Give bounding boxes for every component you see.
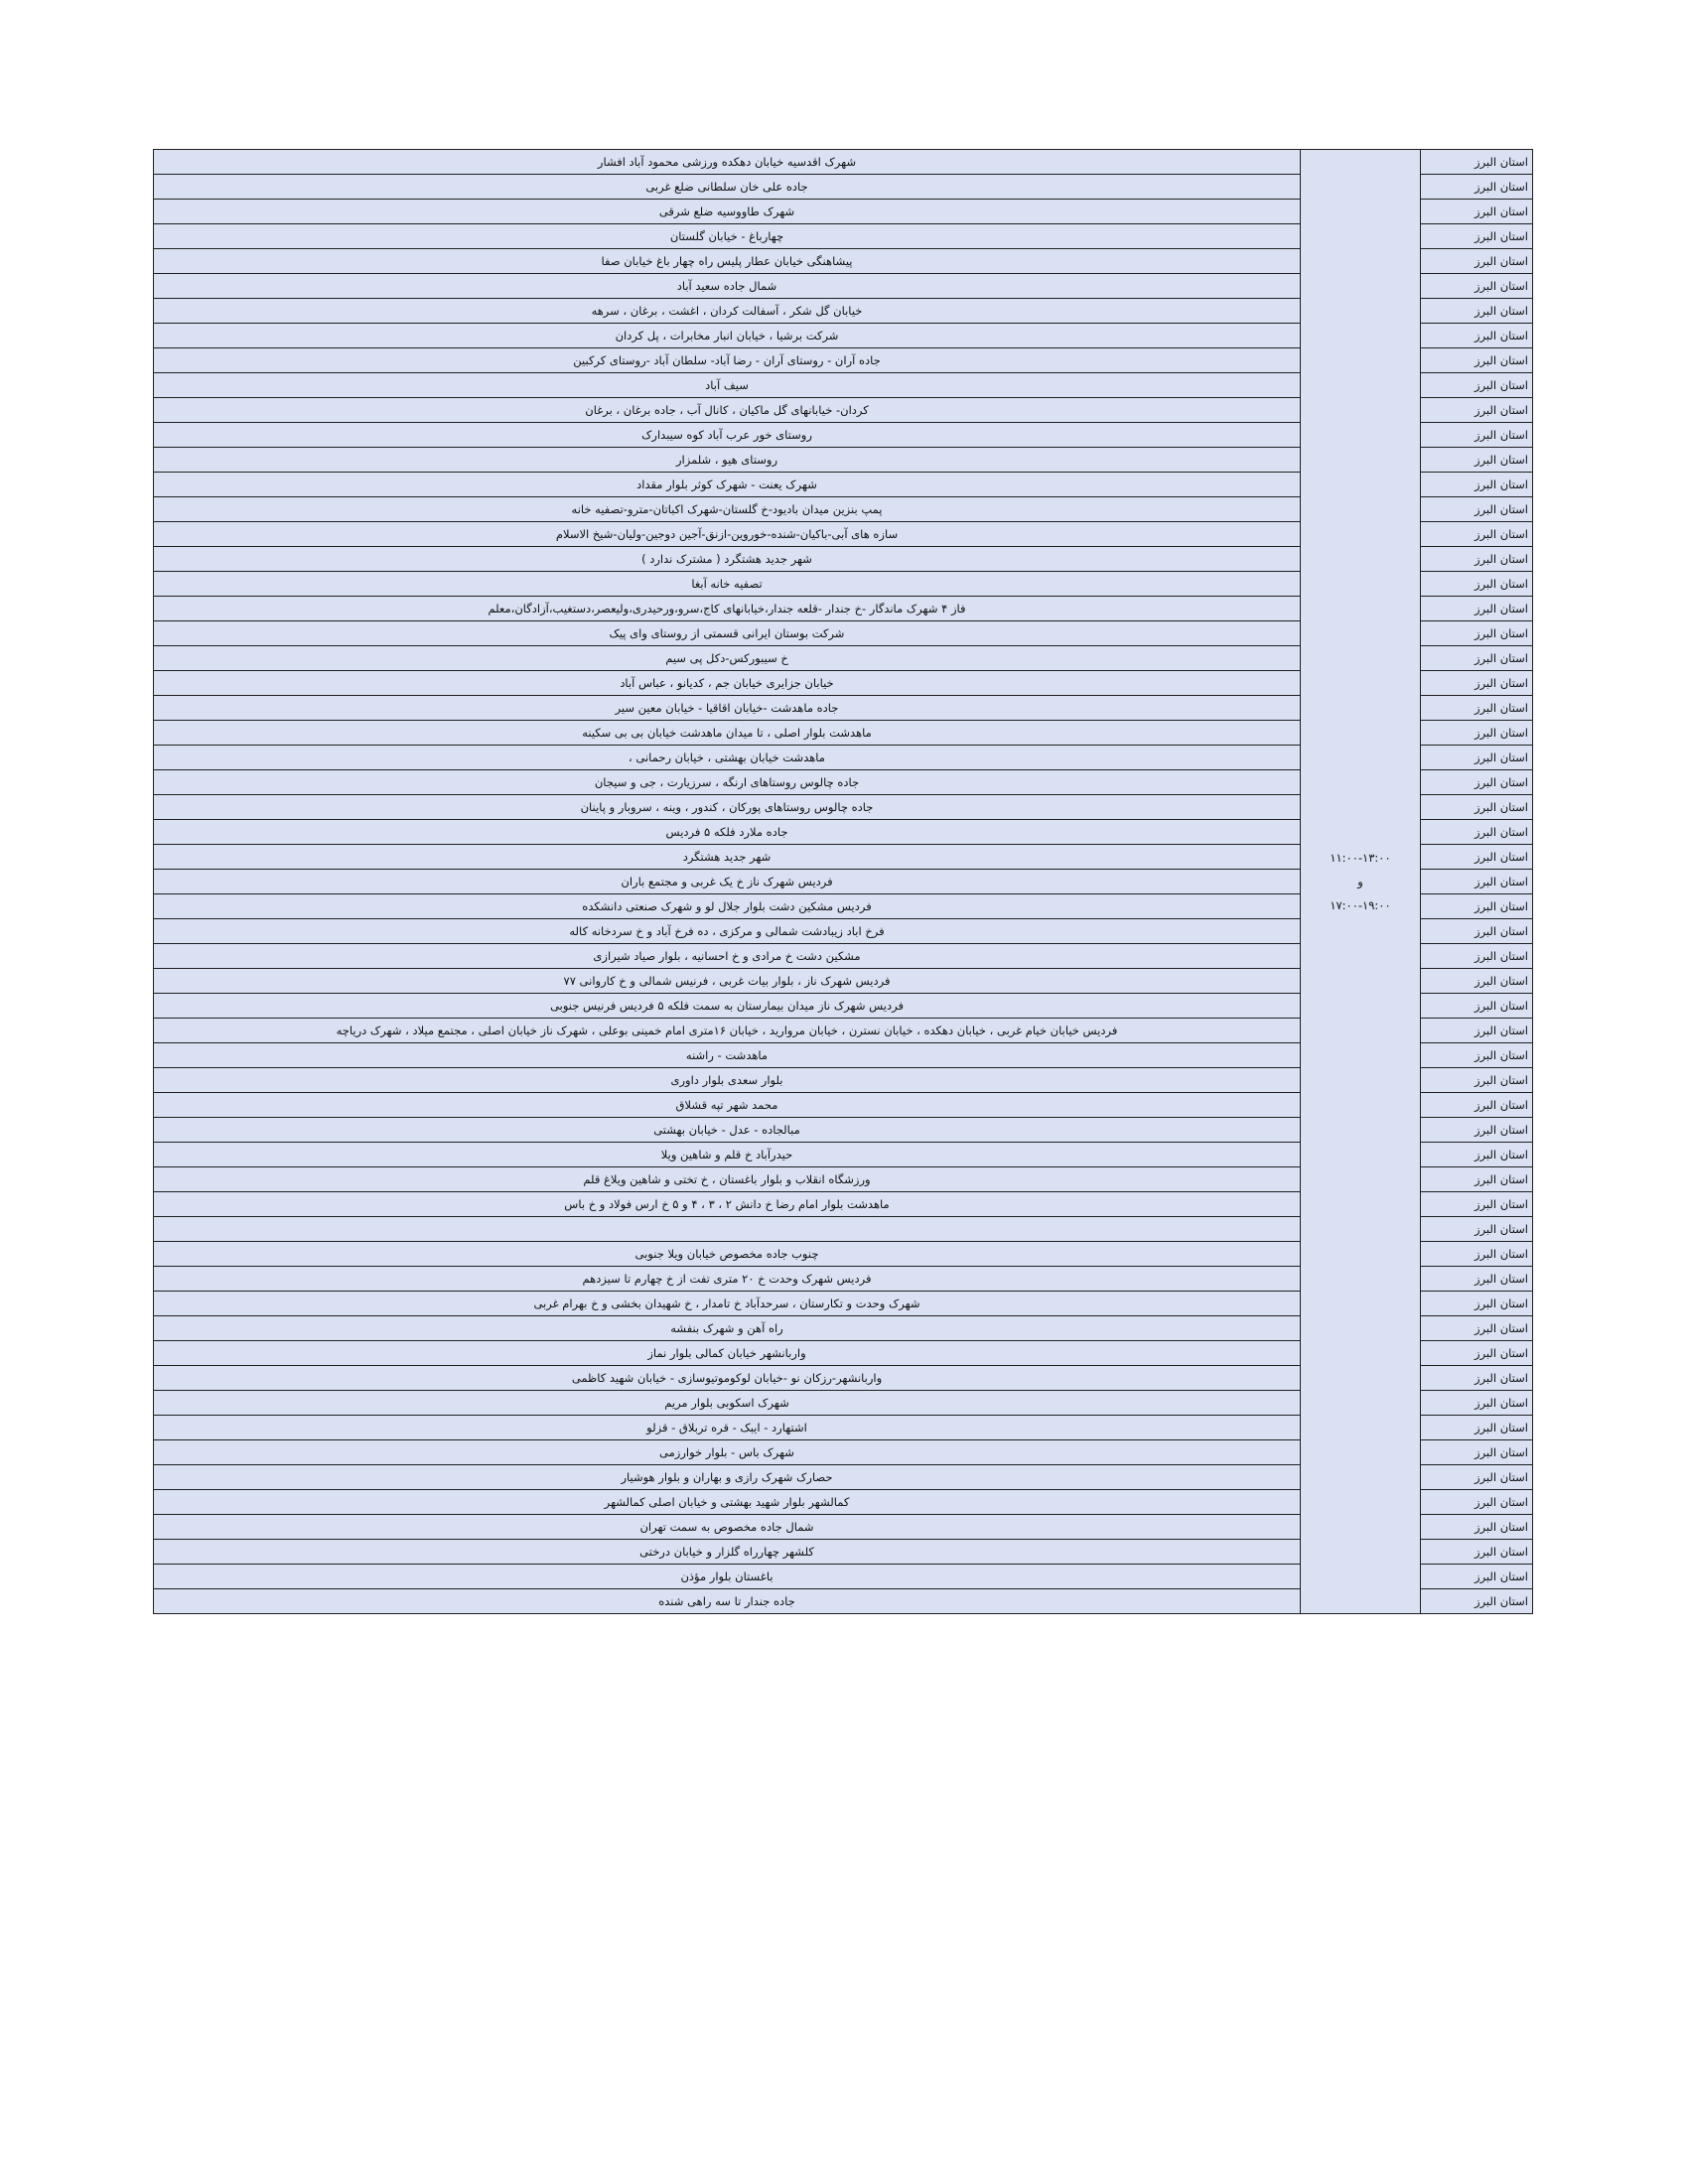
area-cell: مشکین دشت خ مرادی و خ احسانیه ، بلوار صیاد شیرازی [154, 944, 1301, 969]
province-cell: استان البرز [1421, 1068, 1533, 1093]
province-cell: استان البرز [1421, 1341, 1533, 1366]
province-cell: استان البرز [1421, 448, 1533, 473]
province-cell: استان البرز [1421, 1490, 1533, 1515]
province-cell: استان البرز [1421, 994, 1533, 1019]
province-cell: استان البرز [1421, 1167, 1533, 1192]
area-cell: ماهدشت خیابان بهشتی ، خیابان رحمانی ، [154, 746, 1301, 770]
area-cell: خیابان جزایری خیابان جم ، کدیانو ، عباس آباد [154, 671, 1301, 696]
time-slot-line3: ۱۷:۰۰-۱۹:۰۰ [1330, 898, 1391, 912]
province-cell: استان البرز [1421, 870, 1533, 894]
province-cell: استان البرز [1421, 373, 1533, 398]
area-cell: مبالجاده - عدل - خیابان بهشتی [154, 1118, 1301, 1143]
area-cell: شهرک اسکوبی بلوار مریم [154, 1391, 1301, 1416]
area-cell: ورزشگاه انقلاب و بلوار باغستان ، خ تختی و شاهین ویلاغ قلم [154, 1167, 1301, 1192]
area-cell: شمال جاده مخصوص به سمت تهران [154, 1515, 1301, 1540]
area-cell: ماهدشت - راشنه [154, 1043, 1301, 1068]
province-cell: استان البرز [1421, 497, 1533, 522]
province-cell: استان البرز [1421, 175, 1533, 200]
province-cell: استان البرز [1421, 473, 1533, 497]
table-row [154, 150, 1533, 175]
table-body [154, 150, 1533, 1614]
area-cell: باغستان بلوار مؤذن [154, 1565, 1301, 1589]
province-cell: استان البرز [1421, 348, 1533, 373]
province-cell: استان البرز [1421, 795, 1533, 820]
province-cell: استان البرز [1421, 1093, 1533, 1118]
area-cell: شرکت برشیا ، خیابان انبار مخابرات ، پل کردان [154, 324, 1301, 348]
province-cell: استان البرز [1421, 522, 1533, 547]
area-cell: حیدرآباد خ قلم و شاهین ویلا [154, 1143, 1301, 1167]
area-cell: فردیس شهرک ناز ، بلوار بیات غربی ، فرنیس شمالی و خ کاروانی ۷۷ [154, 969, 1301, 994]
province-cell: استان البرز [1421, 1118, 1533, 1143]
area-cell: فردیس شهرک ناز خ یک غربی و مجتمع باران [154, 870, 1301, 894]
province-cell: استان البرز [1421, 1565, 1533, 1589]
area-cell: محمد شهر تپه قشلاق [154, 1093, 1301, 1118]
province-cell: استان البرز [1421, 746, 1533, 770]
province-cell: استان البرز [1421, 646, 1533, 671]
area-cell: کمالشهر بلوار شهید بهشتی و خیابان اصلی کمالشهر [154, 1490, 1301, 1515]
province-cell: استان البرز [1421, 621, 1533, 646]
area-cell: شهر جدید هشتگرد ( مشترک ندارد ) [154, 547, 1301, 572]
province-cell: استان البرز [1421, 1143, 1533, 1167]
area-cell: فردیس مشکین دشت بلوار جلال لو و شهرک صنعتی دانشکده [154, 894, 1301, 919]
province-cell: استان البرز [1421, 572, 1533, 597]
area-cell: فردیس خیابان خیام غربی ، خیابان دهکده ، خیابان نسترن ، خیابان مروارید ، خیابان ۱۶متری امام خمینی بوعلی ، شهرک ناز خیابان اصلی ، مجتمع میلاد ، شهرک دریاچه [154, 1019, 1301, 1043]
area-cell: روستای هیو ، شلمزار [154, 448, 1301, 473]
area-cell: چهارباغ - خیابان گلستان [154, 224, 1301, 249]
province-cell: استان البرز [1421, 398, 1533, 423]
area-cell: واربانشهر-رزکان نو -خیابان لوکوموتیوسازی - خیابان شهید کاظمی [154, 1366, 1301, 1391]
area-cell: خیابان گل شکر ، آسفالت کردان ، اغشت ، برغان ، سرهه [154, 299, 1301, 324]
province-cell: استان البرز [1421, 1316, 1533, 1341]
province-cell: استان البرز [1421, 1465, 1533, 1490]
province-cell: استان البرز [1421, 820, 1533, 845]
area-cell: فردیس شهرک ناز میدان بیمارستان به سمت فلکه ۵ فردیس فرنیس جنوبی [154, 994, 1301, 1019]
province-cell: استان البرز [1421, 1192, 1533, 1217]
province-cell: استان البرز [1421, 919, 1533, 944]
province-cell: استان البرز [1421, 1391, 1533, 1416]
province-cell: استان البرز [1421, 423, 1533, 448]
area-cell: چنوب جاده مخصوص خیابان ویلا جنوبی [154, 1242, 1301, 1267]
area-cell: شهرک طاووسیه ضلع شرقی [154, 200, 1301, 224]
area-cell: راه آهن و شهرک بنفشه [154, 1316, 1301, 1341]
area-cell: شهرک وحدت و تکارستان ، سرحدآباد خ تامدار ، خ شهیدان بخشی و خ بهرام غربی [154, 1292, 1301, 1316]
area-cell: شهرک اقدسیه خیابان دهکده ورزشی محمود آباد افشار [154, 150, 1301, 175]
area-cell: سیف آباد [154, 373, 1301, 398]
province-cell: استان البرز [1421, 1019, 1533, 1043]
province-cell: استان البرز [1421, 547, 1533, 572]
area-cell: پمپ بنزین میدان بادیود-خ گلستان-شهرک اکباتان-مترو-تصفیه خانه [154, 497, 1301, 522]
area-cell: واربانشهر خیابان کمالی بلوار نماز [154, 1341, 1301, 1366]
province-cell: استان البرز [1421, 1515, 1533, 1540]
area-cell: جاده آران - روستای آران - رضا آباد- سلطان آباد -روستای کرکبین [154, 348, 1301, 373]
province-cell: استان البرز [1421, 324, 1533, 348]
province-cell: استان البرز [1421, 944, 1533, 969]
area-cell: جاده چالوس روستاهای پورکان ، کندور ، وینه ، سروبار و پاینان [154, 795, 1301, 820]
area-cell: حصارک شهرک رازی و بهاران و بلوار هوشیار [154, 1465, 1301, 1490]
province-cell: استان البرز [1421, 671, 1533, 696]
area-cell: فردیس شهرک وحدت خ ۲۰ متری تفت از خ چهارم تا سیزدهم [154, 1267, 1301, 1292]
province-cell: استان البرز [1421, 894, 1533, 919]
area-cell: ماهدشت بلوار امام رضا خ دانش ۲ ، ۳ ، ۴ و ۵ خ ارس فولاد و خ باس [154, 1192, 1301, 1217]
province-cell: استان البرز [1421, 845, 1533, 870]
province-cell: استان البرز [1421, 770, 1533, 795]
time-slot-line1: ۱۱:۰۰-۱۳:۰۰ [1330, 851, 1391, 865]
province-cell: استان البرز [1421, 1540, 1533, 1565]
province-cell: استان البرز [1421, 597, 1533, 621]
area-cell: پیشاهنگی خیابان عطار پلیس راه چهار باغ خیابان صفا [154, 249, 1301, 274]
area-cell [154, 1217, 1301, 1242]
province-cell: استان البرز [1421, 696, 1533, 721]
area-cell: کردان- خیابانهای گل ماکیان ، کانال آب ، جاده برغان ، برغان [154, 398, 1301, 423]
area-cell: کلشهر چهارراه گلزار و خیابان درختی [154, 1540, 1301, 1565]
area-cell: جاده چالوس روستاهای ارنگه ، سرزیارت ، جی و سیجان [154, 770, 1301, 795]
province-cell: استان البرز [1421, 721, 1533, 746]
area-cell: سازه های آبی-باکیان-شنده-خوروین-ازنق-آجین دوجین-ولیان-شیخ الاسلام [154, 522, 1301, 547]
province-cell: استان البرز [1421, 969, 1533, 994]
area-cell: فاز ۴ شهرک ماندگار -خ جندار -قلعه جندار،خیابانهای کاج،سرو،ورحیدری،ولیعصر،دستغیب،آزادگان،معلم [154, 597, 1301, 621]
province-cell: استان البرز [1421, 299, 1533, 324]
area-cell: تصفیه خانه آبغا [154, 572, 1301, 597]
area-cell: جاده جندار تا سه راهی شنده [154, 1589, 1301, 1614]
province-cell: استان البرز [1421, 1292, 1533, 1316]
province-cell: استان البرز [1421, 224, 1533, 249]
province-cell: استان البرز [1421, 150, 1533, 175]
province-cell: استان البرز [1421, 200, 1533, 224]
province-cell: استان البرز [1421, 1589, 1533, 1614]
time-slot-line2: و [1357, 875, 1363, 888]
province-cell: استان البرز [1421, 274, 1533, 299]
area-cell: شهرک یعنت - شهرک کوثر بلوار مقداد [154, 473, 1301, 497]
area-cell: ماهدشت بلوار اصلی ، تا میدان ماهدشت خیابان بی بی سکینه [154, 721, 1301, 746]
area-cell: شهر جدید هشتگرد [154, 845, 1301, 870]
area-cell: جاده ملارد فلکه ۵ فردیس [154, 820, 1301, 845]
outage-schedule-table [153, 149, 1533, 1614]
area-cell: جاده ماهدشت -خیابان اقاقیا - خیابان معین سیر [154, 696, 1301, 721]
province-cell: استان البرز [1421, 1217, 1533, 1242]
province-cell: استان البرز [1421, 1366, 1533, 1391]
province-cell: استان البرز [1421, 1242, 1533, 1267]
province-cell: استان البرز [1421, 249, 1533, 274]
time-slot-cell [1301, 150, 1421, 1614]
area-cell: اشتهارد - ایبک - قره تربلاق - قزلو [154, 1416, 1301, 1440]
province-cell: استان البرز [1421, 1267, 1533, 1292]
area-cell: روستای خور عرب آباد کوه سیبدارک [154, 423, 1301, 448]
area-cell: جاده علی خان سلطانی ضلع غربی [154, 175, 1301, 200]
area-cell: شهرک باس - بلوار خوارزمی [154, 1440, 1301, 1465]
province-cell: استان البرز [1421, 1440, 1533, 1465]
area-cell: بلوار سعدی بلوار داوری [154, 1068, 1301, 1093]
province-cell: استان البرز [1421, 1416, 1533, 1440]
area-cell: شمال جاده سعید آباد [154, 274, 1301, 299]
area-cell: فرخ اباد زیبادشت شمالی و مرکزی ، ده فرخ آباد و خ سردخانه کاله [154, 919, 1301, 944]
area-cell: شرکت بوستان ایرانی قسمتی از روستای وای پیک [154, 621, 1301, 646]
area-cell: خ سیبورکس-دکل پی سیم [154, 646, 1301, 671]
province-cell: استان البرز [1421, 1043, 1533, 1068]
